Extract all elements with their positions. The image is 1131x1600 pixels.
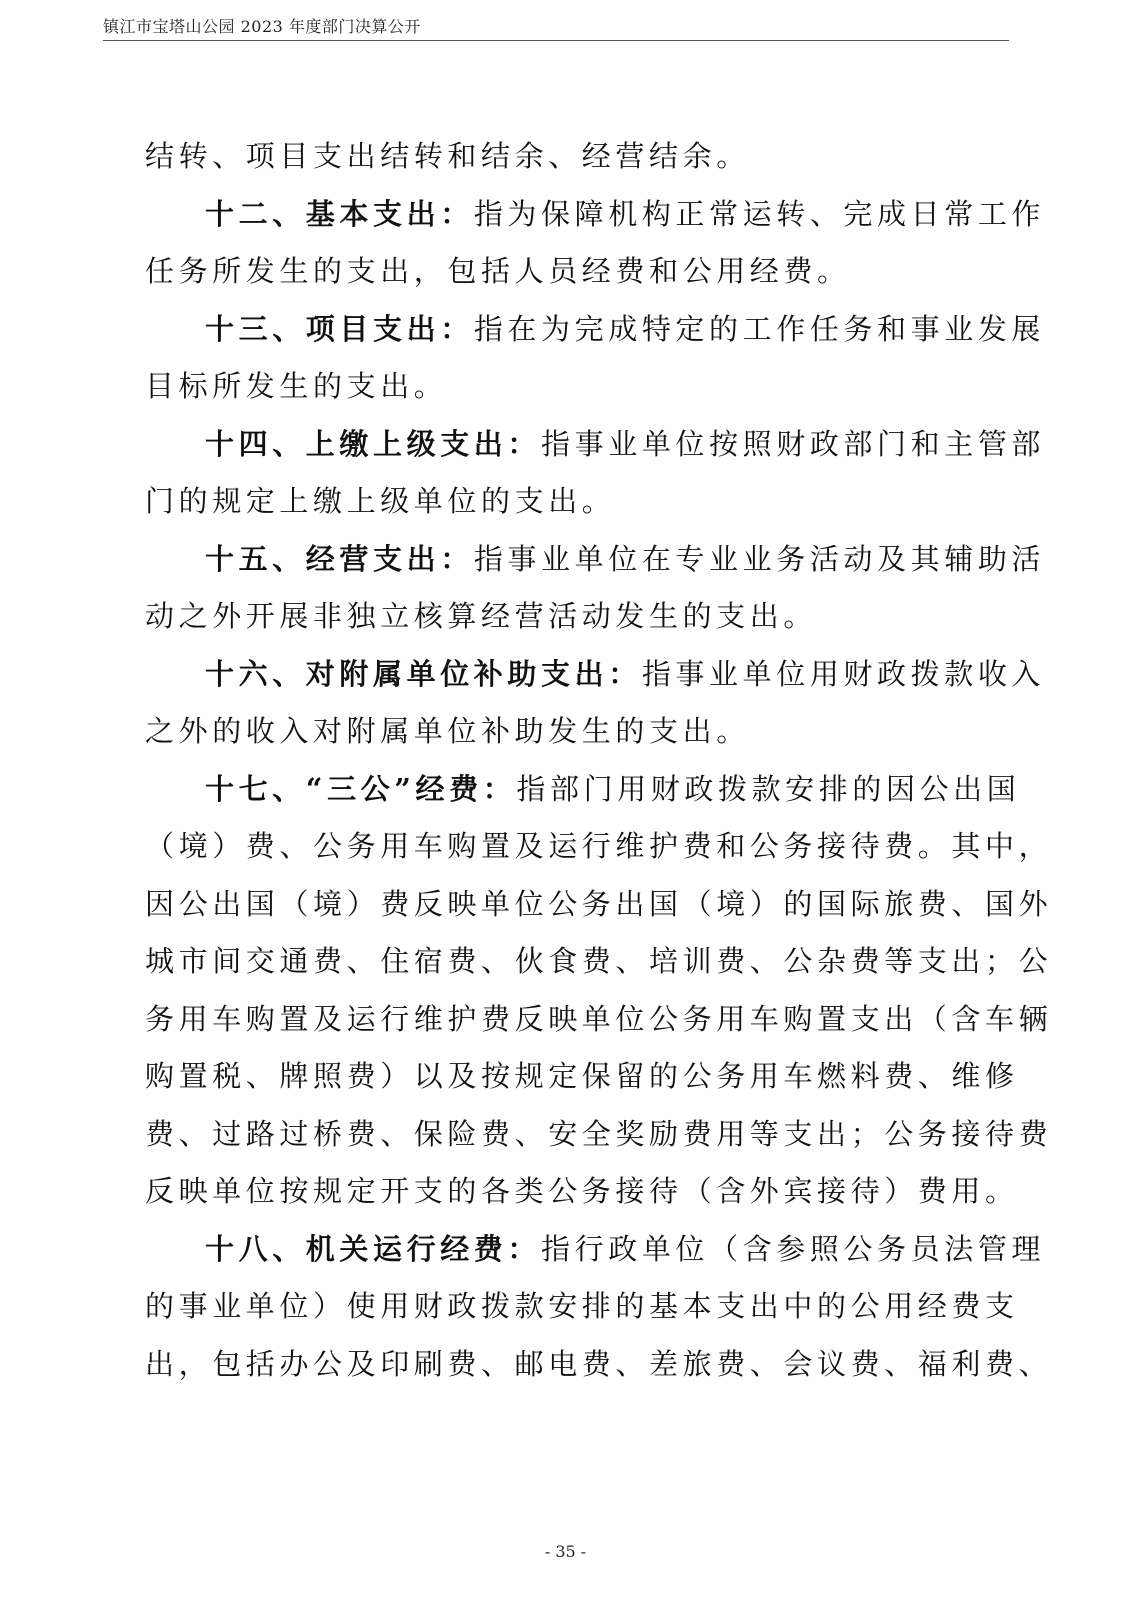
paragraph-line <box>145 1278 1019 1336</box>
line-text: 城市间交通费、住宿费、伙食费、培训费、公杂费等支出；公 <box>145 944 1053 978</box>
term-label: 十三、项目支出： <box>205 311 474 346</box>
paragraph-line <box>145 186 1046 244</box>
line-text: 指部门用财政拨款安排的因公出国 <box>516 771 1021 806</box>
term-label: 十八、机关运行经费： <box>205 1231 542 1266</box>
paragraph-line <box>145 243 965 301</box>
paragraph-line <box>145 703 965 761</box>
term-label: 十二、基本支出： <box>205 196 474 231</box>
term-label: 十七、“三公”经费： <box>205 771 517 806</box>
paragraph-line <box>145 1106 1053 1164</box>
line-text: 因公出国（境）费反映单位公务出国（境）的国际旅费、国外 <box>145 886 1053 921</box>
term-label: 十五、经营支出： <box>205 541 474 576</box>
line-text: 务用车购置及运行维护费反映单位公务用车购置支出（含车辆 <box>145 1001 1053 1036</box>
page-header <box>103 8 1009 41</box>
page-number: - 35 - <box>544 1542 587 1561</box>
paragraph-line <box>145 991 1053 1049</box>
term-label: 十四、上缴上级支出： <box>205 426 542 461</box>
paragraph-line <box>145 358 965 416</box>
line-text: 指在为完成特定的工作任务和事业发展 <box>473 311 1046 346</box>
term-label: 十六、对附属单位补助支出： <box>205 656 642 691</box>
paragraph-line <box>145 128 965 186</box>
line-text: 反映单位按规定开支的各类公务接待（含外宾接待）费用。 <box>145 1174 1019 1208</box>
line-text: 动之外开展非独立核算经营活动发生的支出。 <box>145 599 818 633</box>
paragraph-line <box>145 416 1046 474</box>
paragraph-line <box>145 531 1046 589</box>
line-text: 出，包括办公及印刷费、邮电费、差旅费、会议费、福利费、 <box>145 1346 1053 1381</box>
line-text: 之外的收入对附属单位补助发生的支出。 <box>145 714 750 748</box>
header-title: 镇江市宝塔山公园 2023 年度部门决算公开 <box>103 17 421 36</box>
line-text: 购置税、牌照费）以及按规定保留的公务用车燃料费、维修 <box>145 1059 1019 1093</box>
line-text: 指事业单位用财政拨款收入 <box>641 656 1046 691</box>
paragraph-line <box>145 876 1053 934</box>
paragraph-line <box>145 761 1021 819</box>
line-text: 结转、项目支出结转和结余、经营结余。 <box>145 139 750 173</box>
paragraph-line <box>145 1048 1019 1106</box>
paragraph-line <box>145 933 1053 991</box>
paragraph-line <box>145 1163 1019 1221</box>
paragraph-line <box>145 1336 1053 1394</box>
paragraph-line <box>145 588 965 646</box>
line-text: 指事业单位按照财政部门和主管部 <box>541 426 1046 461</box>
line-text: （境）费、公务用车购置及运行维护费和公务接待费。其中， <box>145 829 1053 863</box>
paragraph-line <box>145 1221 1046 1279</box>
line-text: 任务所发生的支出，包括人员经费和公用经费。 <box>145 254 851 288</box>
paragraph-line <box>145 473 965 531</box>
paragraph-line <box>145 818 1053 876</box>
paragraph-line <box>145 301 1046 359</box>
paragraph-line <box>145 646 1046 704</box>
line-text: 指事业单位在专业业务活动及其辅助活 <box>473 541 1046 576</box>
line-text: 费、过路过桥费、保险费、安全奖励费用等支出；公务接待费 <box>145 1116 1053 1151</box>
line-text: 门的规定上缴上级单位的支出。 <box>145 484 616 518</box>
line-text: 指行政单位（含参照公务员法管理 <box>541 1231 1046 1266</box>
line-text: 的事业单位）使用财政拨款安排的基本支出中的公用经费支 <box>145 1289 1019 1323</box>
body-text <box>145 128 1053 1393</box>
line-text: 指为保障机构正常运转、完成日常工作 <box>473 196 1046 231</box>
line-text: 目标所发生的支出。 <box>145 369 448 403</box>
